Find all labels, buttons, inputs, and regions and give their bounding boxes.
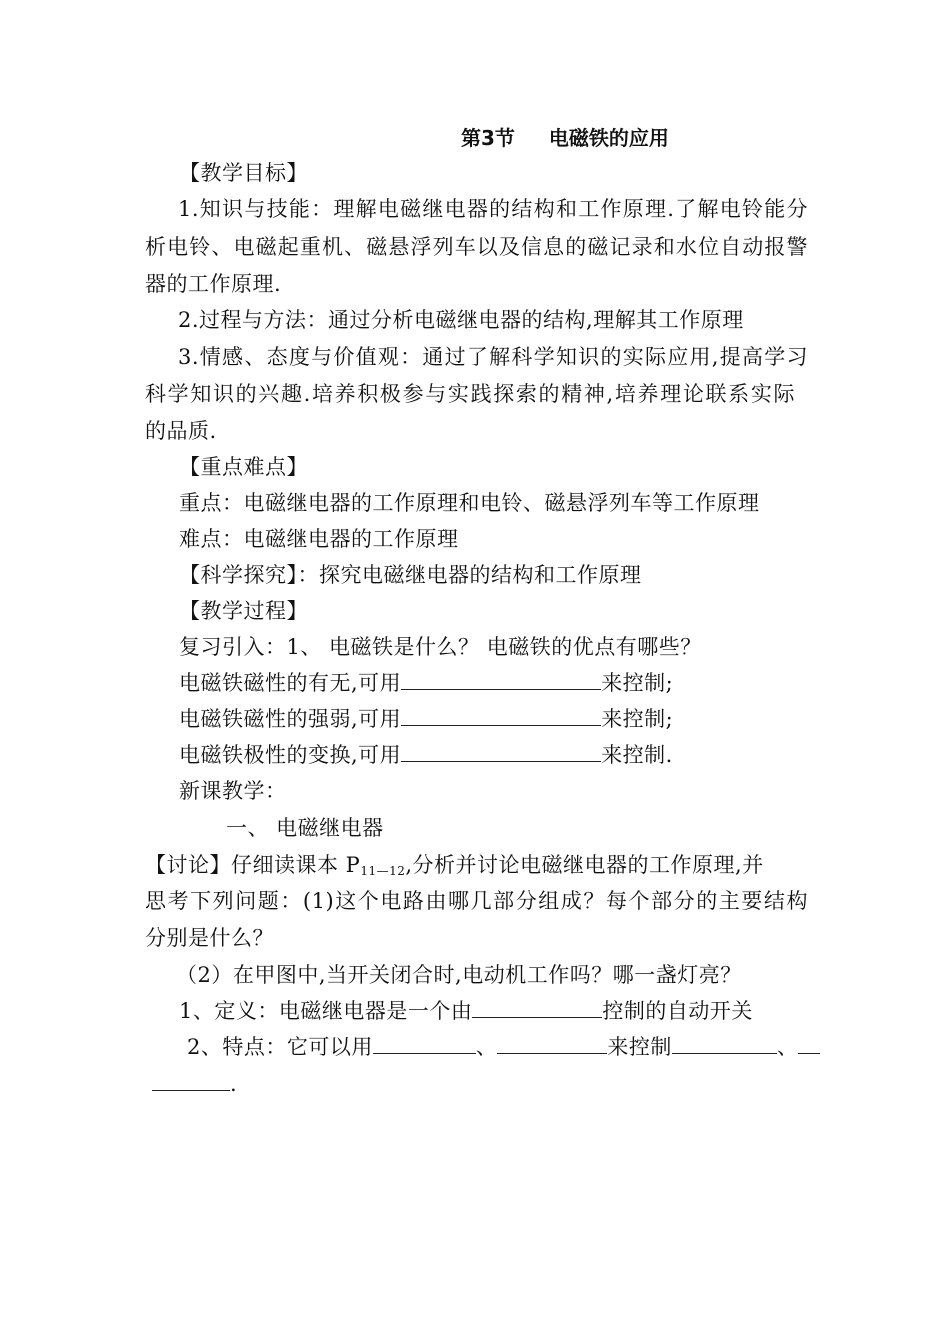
process-heading: 【教学过程】 (179, 599, 308, 623)
fill-blank[interactable] (373, 1033, 476, 1054)
objectives-heading: 【教学目标】 (179, 161, 308, 185)
fill-blank[interactable] (401, 741, 601, 762)
fill-blank[interactable] (152, 1070, 230, 1091)
review-question-1 (179, 669, 673, 697)
question-2-prefix: 电磁铁磁性的强弱,可用 (179, 707, 402, 731)
objective-3-line-3: 的品质. (145, 419, 217, 443)
fill-blank[interactable] (798, 1033, 820, 1054)
page-title (461, 124, 669, 152)
new-lesson-label: 新课教学： (179, 779, 287, 803)
section-number: 第3节 (461, 126, 515, 150)
fill-blank[interactable] (672, 1033, 777, 1054)
key-points-heading: 【重点难点】 (179, 455, 308, 479)
discussion-line-1: 【讨论】仔细读课本 $P_{11—12}$,分析并讨论电磁继电器的工作原理,并 (145, 853, 764, 878)
feature-line-continued: . (152, 1070, 237, 1098)
fill-blank[interactable] (401, 669, 601, 690)
objective-1-line-2: 析电铃、电磁起重机、磁悬浮列车以及信息的磁记录和水位自动报警 (145, 235, 808, 259)
discussion-line-2: 思考下列问题：(1)这个电路由哪几部分组成？每个部分的主要结构 (145, 889, 808, 913)
objective-3-line-2: 科学知识的兴趣.培养积极参与实践探索的精神,培养理论联系实际 (145, 382, 795, 406)
fill-blank[interactable] (401, 705, 601, 726)
question-1-prefix: 电磁铁磁性的有无,可用 (179, 671, 402, 695)
section-one-heading: 一、 电磁继电器 (226, 816, 384, 840)
page-range-subscript: 11—12 (360, 864, 406, 878)
question-3-suffix: 来控制. (601, 743, 673, 767)
question-3-prefix: 电磁铁极性的变换,可用 (179, 743, 402, 767)
key-point: 重点：电磁继电器的工作原理和电铃、磁悬浮列车等工作原理 (179, 491, 760, 515)
fill-blank[interactable] (497, 1033, 607, 1054)
section-name: 电磁铁的应用 (548, 126, 669, 150)
objective-2: 2.过程与方法：通过分析电磁继电器的结构,理解其工作原理 (178, 308, 744, 332)
feature-line: 2、特点：它可以用 、 来控制 、 (187, 1033, 820, 1061)
review-question-2 (179, 705, 673, 733)
objective-1-line-1: 1.知识与技能：理解电磁继电器的结构和工作原理.了解电铃能分 (178, 197, 808, 221)
fill-blank[interactable] (472, 997, 602, 1018)
objective-1-line-3: 器的工作原理. (145, 272, 282, 296)
definition-line: 1、定义：电磁继电器是一个由 控制的自动开关 (179, 999, 753, 1023)
discussion-line-4: （2）在甲图中,当开关闭合时,电动机工作吗？哪一盏灯亮？ (176, 963, 742, 987)
question-2-suffix: 来控制; (601, 707, 674, 731)
review-line: 复习引入：1、 电磁铁是什么？ 电磁铁的优点有哪些？ (179, 635, 702, 659)
objective-3-line-1: 3.情感、态度与价值观：通过了解科学知识的实际应用,提高学习 (178, 345, 808, 369)
discussion-line-3: 分别是什么？ (145, 926, 274, 950)
inquiry-line: 【科学探究】：探究电磁继电器的结构和工作原理 (179, 563, 642, 587)
question-1-suffix: 来控制; (601, 671, 674, 695)
difficult-point: 难点：电磁继电器的工作原理 (179, 527, 459, 551)
review-question-3 (179, 741, 673, 769)
